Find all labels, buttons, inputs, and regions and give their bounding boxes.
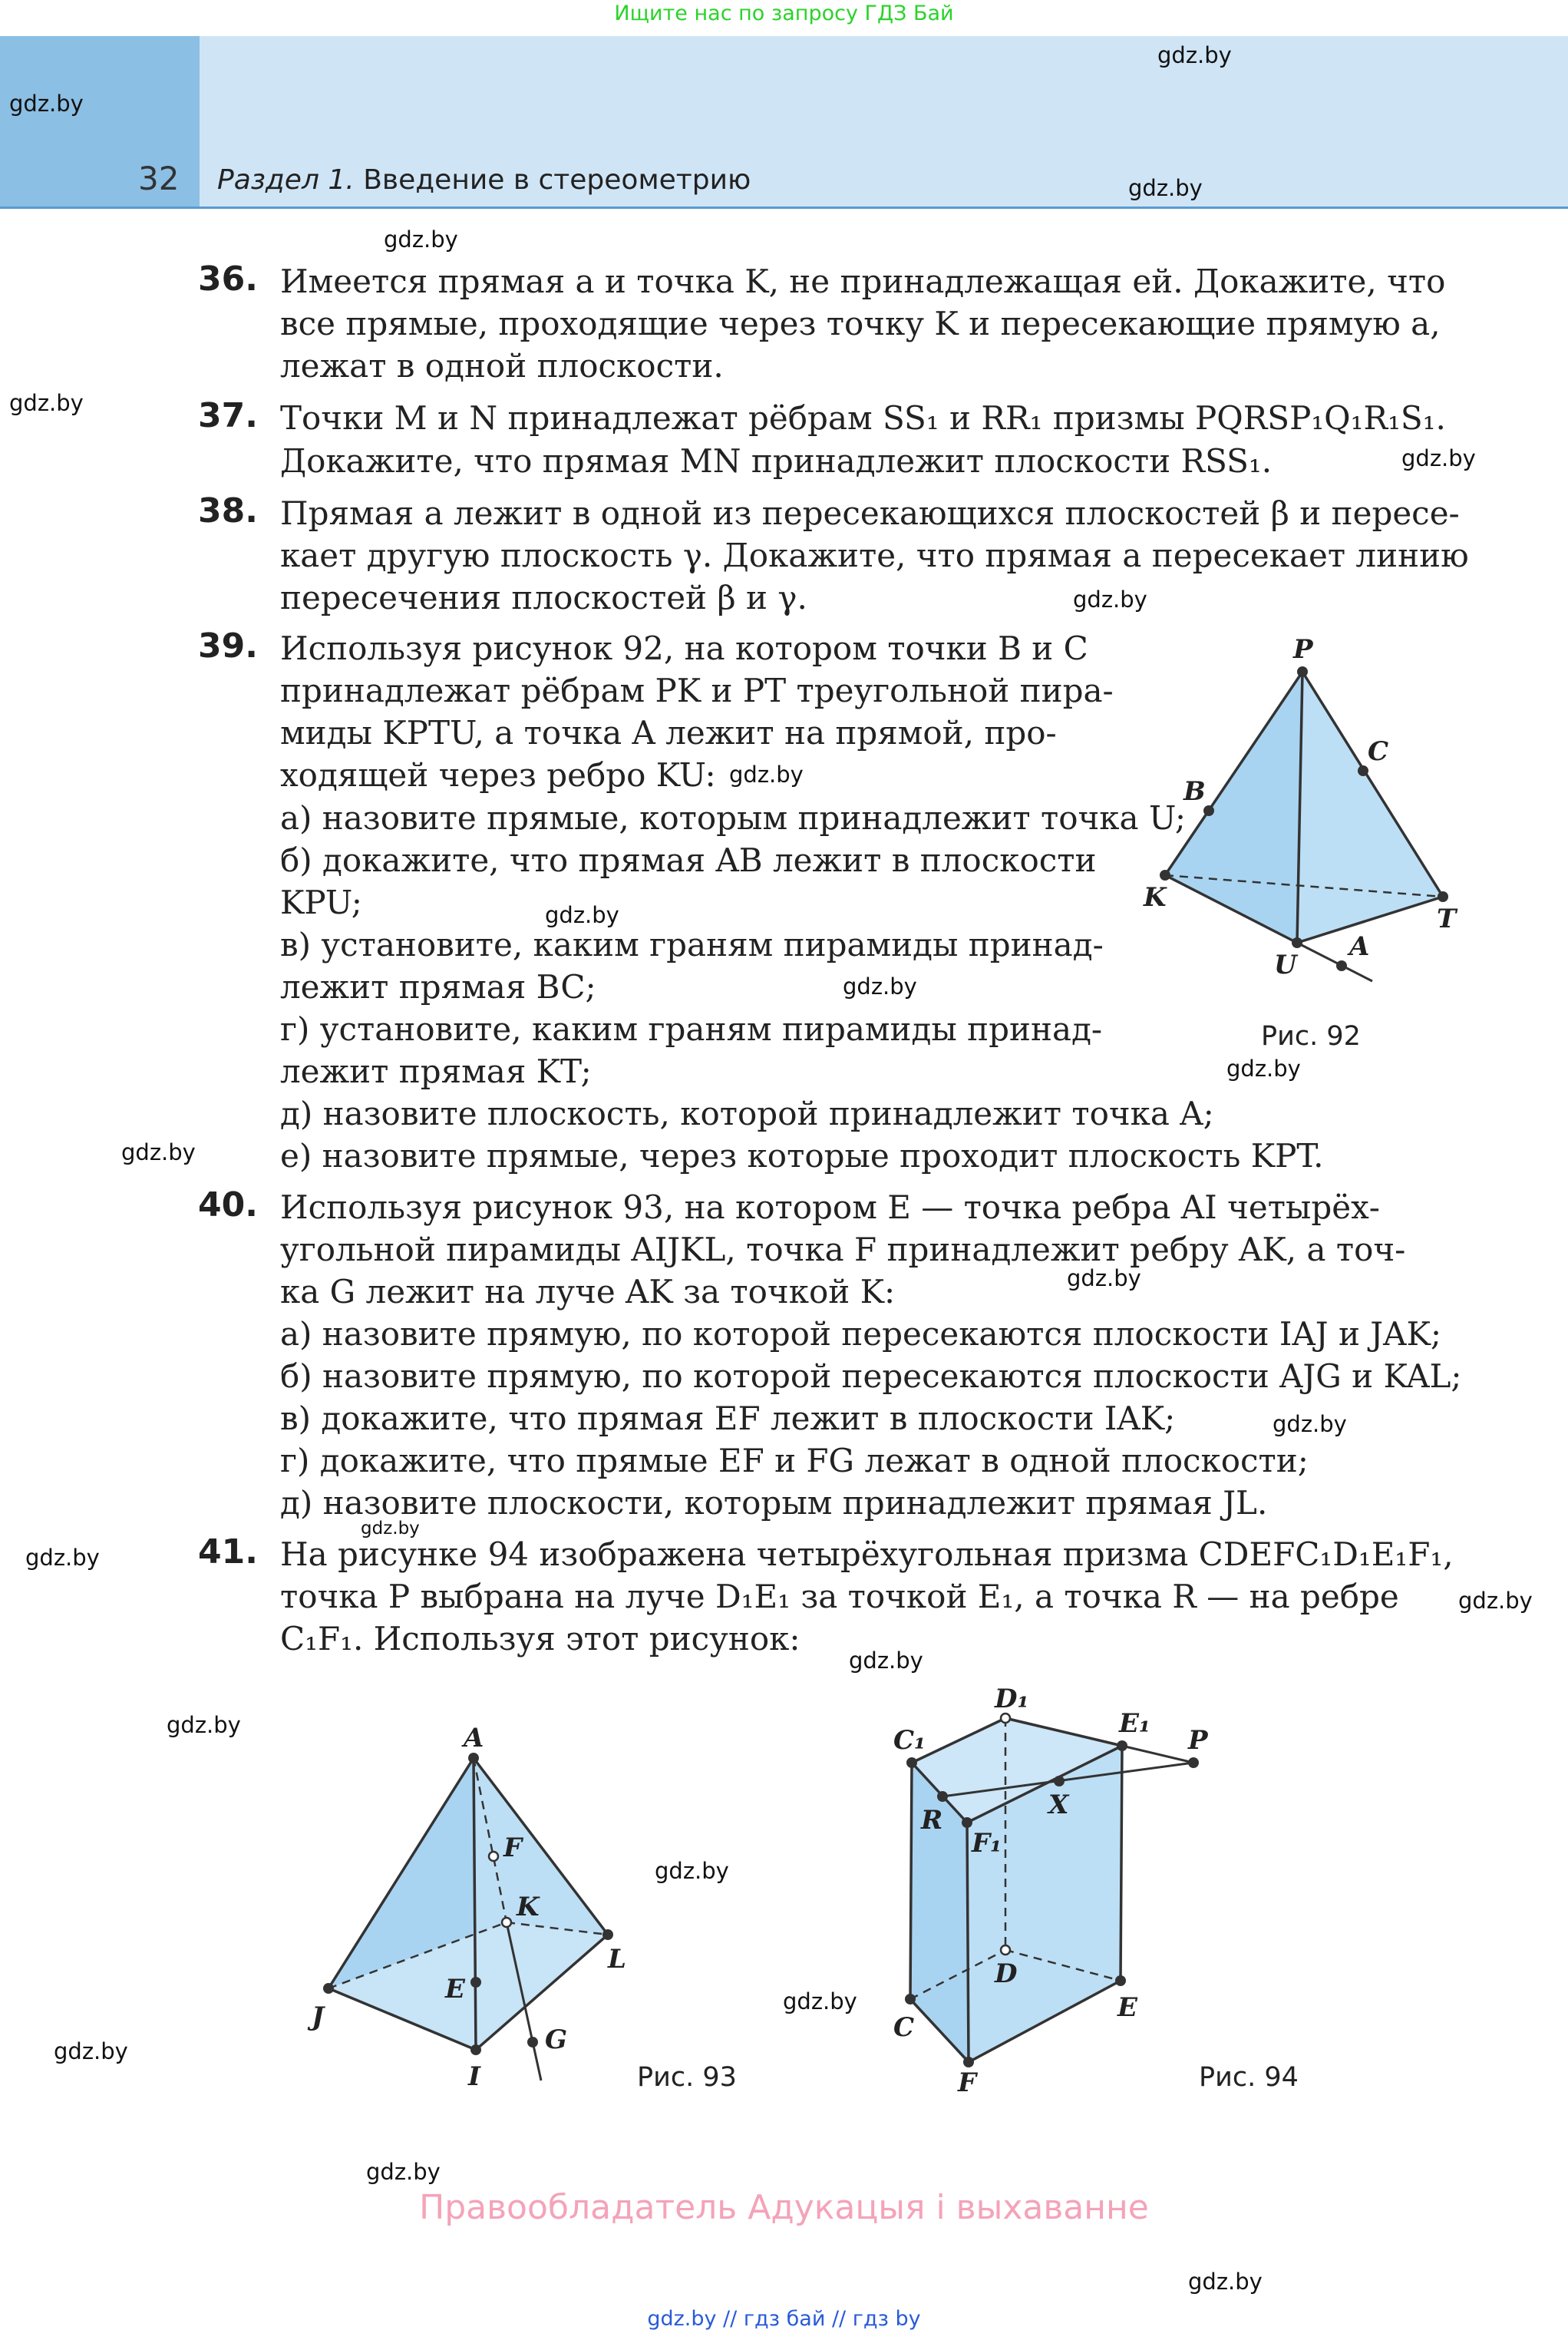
section-title [217,164,751,196]
fig93-point-F [489,1852,498,1861]
fig94-label-E: E [1117,1992,1137,2023]
fig93-point-G [527,2037,538,2048]
watermark: gdz.by [9,91,84,117]
watermark: gdz.by [1458,1588,1533,1614]
fig93-label-A: A [464,1723,484,1753]
fig92-label-U: U [1274,950,1297,980]
watermark: gdz.by [25,1545,100,1571]
fig94-edge-EE1 [1121,1746,1122,1981]
watermark: gdz.by [1067,1265,1141,1291]
fig92-face-right [1297,672,1443,943]
problem-line: принадлежат рёбрам PK и PT треугольной пира- [280,672,1114,709]
problem-line: Точки M и N принадлежат рёбрам SS₁ и RR₁ призмы PQRSP₁Q₁R₁S₁. [280,399,1446,437]
fig94-point-R [937,1791,948,1802]
figure-93 [299,1712,626,2096]
watermark: gdz.by [849,1648,923,1674]
watermark: gdz.by [1273,1411,1347,1437]
problem-line: все прямые, проходящие через точку K и пересекающие прямую a, [280,305,1441,342]
problem-line: Имеется прямая a и точка K, не принадлежащая ей. Докажите, что [280,263,1446,300]
watermark: gdz.by [729,762,804,788]
watermark: gdz.by [1128,175,1203,201]
problem-line: Используя рисунок 92, на котором точки B и C [280,630,1088,667]
problem-line: лежит прямая KT; [280,1053,592,1090]
problem-line: угольной пирамиды AIJKL, точка F принадлежит ребру AK, а точ- [280,1231,1406,1268]
watermark: gdz.by [366,2159,441,2185]
watermark: gdz.by [384,226,458,253]
fig93-label-L: L [608,1944,626,1975]
problem-line: г) установите, каким граням пирамиды принад- [280,1010,1103,1048]
fig92-point-C [1358,765,1368,776]
fig92-point-U [1292,937,1302,948]
fig94-point-D1 [1001,1714,1010,1723]
problem-line: Докажите, что прямая MN принадлежит плоскости RSS₁. [280,442,1273,480]
fig94-label-E1: E₁ [1119,1708,1150,1739]
watermark: gdz.by [167,1712,241,1738]
fig92-point-T [1438,891,1448,902]
fig94-label-C: C [893,2012,915,2043]
fig94-point-P [1188,1757,1199,1768]
problem-line: лежат в одной плоскости. [280,347,724,385]
problem-line: пересечения плоскостей β и γ. [280,579,807,616]
figure-94 [883,1674,1243,2104]
problem-line: лежит прямая BC; [280,968,596,1006]
watermark: gdz.by [54,2038,128,2064]
fig93-label-F: F [503,1833,523,1863]
problem-line: Прямая a лежит в одной из пересекающихся плоскостей β и пересе- [280,494,1460,532]
problem-line: д) назовите плоскость, которой принадлежит точка A; [280,1095,1214,1132]
fig94-point-D [1001,1945,1010,1955]
fig92-point-P [1297,666,1308,677]
problem-line: Используя рисунок 93, на котором E — точка ребра AI четырёх- [280,1188,1380,1226]
problem-number: 38. [198,491,258,530]
watermark: gdz.by [1401,445,1476,471]
fig92-point-B [1203,805,1214,816]
section-name: Введение в стереометрию [363,164,751,196]
fig92-label-T: T [1437,904,1457,934]
footer-links[interactable]: gdz.by // гдз бай // гдз by [647,2307,921,2331]
fig92-point-A [1336,960,1347,971]
fig93-point-L [602,1929,613,1940]
fig93-label-E: E [445,1974,465,2005]
fig92-caption: Рис. 92 [1261,1021,1361,1052]
problem-line: миды KPTU, а точка A лежит на прямой, про- [280,714,1057,752]
problem-line: кает другую плоскость γ. Докажите, что прямая a пересекает линию [280,537,1469,574]
fig94-point-X [1054,1776,1065,1786]
watermark: gdz.by [545,902,619,928]
fig94-label-R: R [921,1805,943,1836]
problem-number: 37. [198,396,258,435]
problem-line: ка G лежит на луче AK за точкой K: [280,1273,896,1310]
fig92-label-P: P [1293,634,1313,665]
fig94-caption: Рис. 94 [1199,2062,1299,2093]
rights-holder-note: Правообладатель Адукацыя і выхаванне [419,2188,1149,2227]
problem-line: а) назовите прямую, по которой пересекаются плоскости IAJ и JAK; [280,1315,1442,1353]
fig94-point-F [963,2057,974,2067]
problem-line: б) докажите, что прямая AB лежит в плоскости [280,841,1097,879]
fig92-face-left [1165,672,1302,943]
problem-line: ходящей через ребро KU: [280,756,716,794]
section-prefix: Раздел 1. [217,164,355,196]
fig94-edge-CC1 [910,1763,912,1999]
fig92-label-C: C [1368,736,1389,767]
fig93-point-A [468,1753,479,1763]
watermark: gdz.by [121,1139,196,1165]
problem-line: KPU; [280,884,362,921]
fig94-label-P: P [1188,1725,1208,1756]
problem-line: в) докажите, что прямая EF лежит в плоскости IAK; [280,1400,1176,1437]
problem-number: 40. [198,1185,258,1225]
fig94-label-F: F [958,2067,977,2098]
fig94-edge-FF1 [967,1823,969,2062]
page-number: 32 [138,160,180,197]
fig93-point-J [323,1983,334,1994]
fig93-point-I [470,2044,481,2055]
fig94-ray-E1P [1122,1746,1193,1763]
header-divider [0,207,1568,209]
problem-line: е) назовите прямые, через которые проходит плоскость KPT. [280,1137,1324,1175]
problem-line: C₁F₁. Используя этот рисунок: [280,1620,801,1658]
fig92-label-B: B [1183,776,1206,807]
fig93-label-K: K [517,1892,540,1922]
fig93-caption: Рис. 93 [637,2062,737,2093]
problem-line: На рисунке 94 изображена четырёхугольная призма CDEFC₁D₁E₁F₁, [280,1535,1454,1573]
fig92-point-K [1160,870,1170,881]
fig94-point-F1 [962,1817,972,1828]
watermark: gdz.by [1157,42,1232,68]
problem-line: б) назовите прямую, по которой пересекаются плоскости AJG и KAL; [280,1357,1462,1395]
problem-line: д) назовите плоскости, которым принадлежит прямая JL. [280,1484,1268,1522]
fig93-point-K [502,1918,511,1927]
fig94-label-C1: C₁ [893,1725,926,1756]
watermark: gdz.by [843,973,917,1000]
watermark: gdz.by [1188,2269,1263,2295]
watermark: gdz.by [1073,587,1147,613]
fig94-label-F1: F₁ [972,1828,1002,1859]
fig94-label-D: D [995,1958,1018,1989]
fig94-point-E1 [1117,1740,1127,1751]
fig94-label-X: X [1048,1790,1069,1820]
problem-line: в) установите, каким граням пирамиды принад- [280,926,1104,963]
problem-number: 41. [198,1532,258,1572]
problem-number: 39. [198,626,258,666]
fig93-label-J: J [312,2001,325,2032]
problem-number: 36. [198,259,258,299]
fig94-point-E [1115,1975,1126,1986]
top-search-note: Ищите нас по запросу ГДЗ Бай [614,2,954,25]
watermark: gdz.by [1226,1056,1301,1082]
fig92-label-A: A [1349,931,1370,962]
watermark: gdz.by [783,1988,857,2014]
fig92-label-K: K [1144,882,1167,913]
fig93-label-G: G [545,2024,568,2055]
watermark: gdz.by [9,390,84,416]
fig94-point-C1 [906,1757,917,1768]
watermark: gdz.by [655,1858,729,1884]
fig93-point-E [470,1977,481,1988]
watermark: gdz.by [361,1519,420,1539]
problem-line: г) докажите, что прямые EF и FG лежат в одной плоскости; [280,1442,1309,1479]
problem-line: точка P выбрана на луче D₁E₁ за точкой E₁, а точка R — на ребре [280,1578,1399,1615]
problem-line: а) назовите прямые, которым принадлежит точка U; [280,799,1186,837]
fig94-point-C [905,1994,916,2005]
fig94-label-D1: D₁ [995,1684,1029,1714]
fig93-label-I: I [468,2061,480,2092]
figure-92 [1128,630,1481,998]
